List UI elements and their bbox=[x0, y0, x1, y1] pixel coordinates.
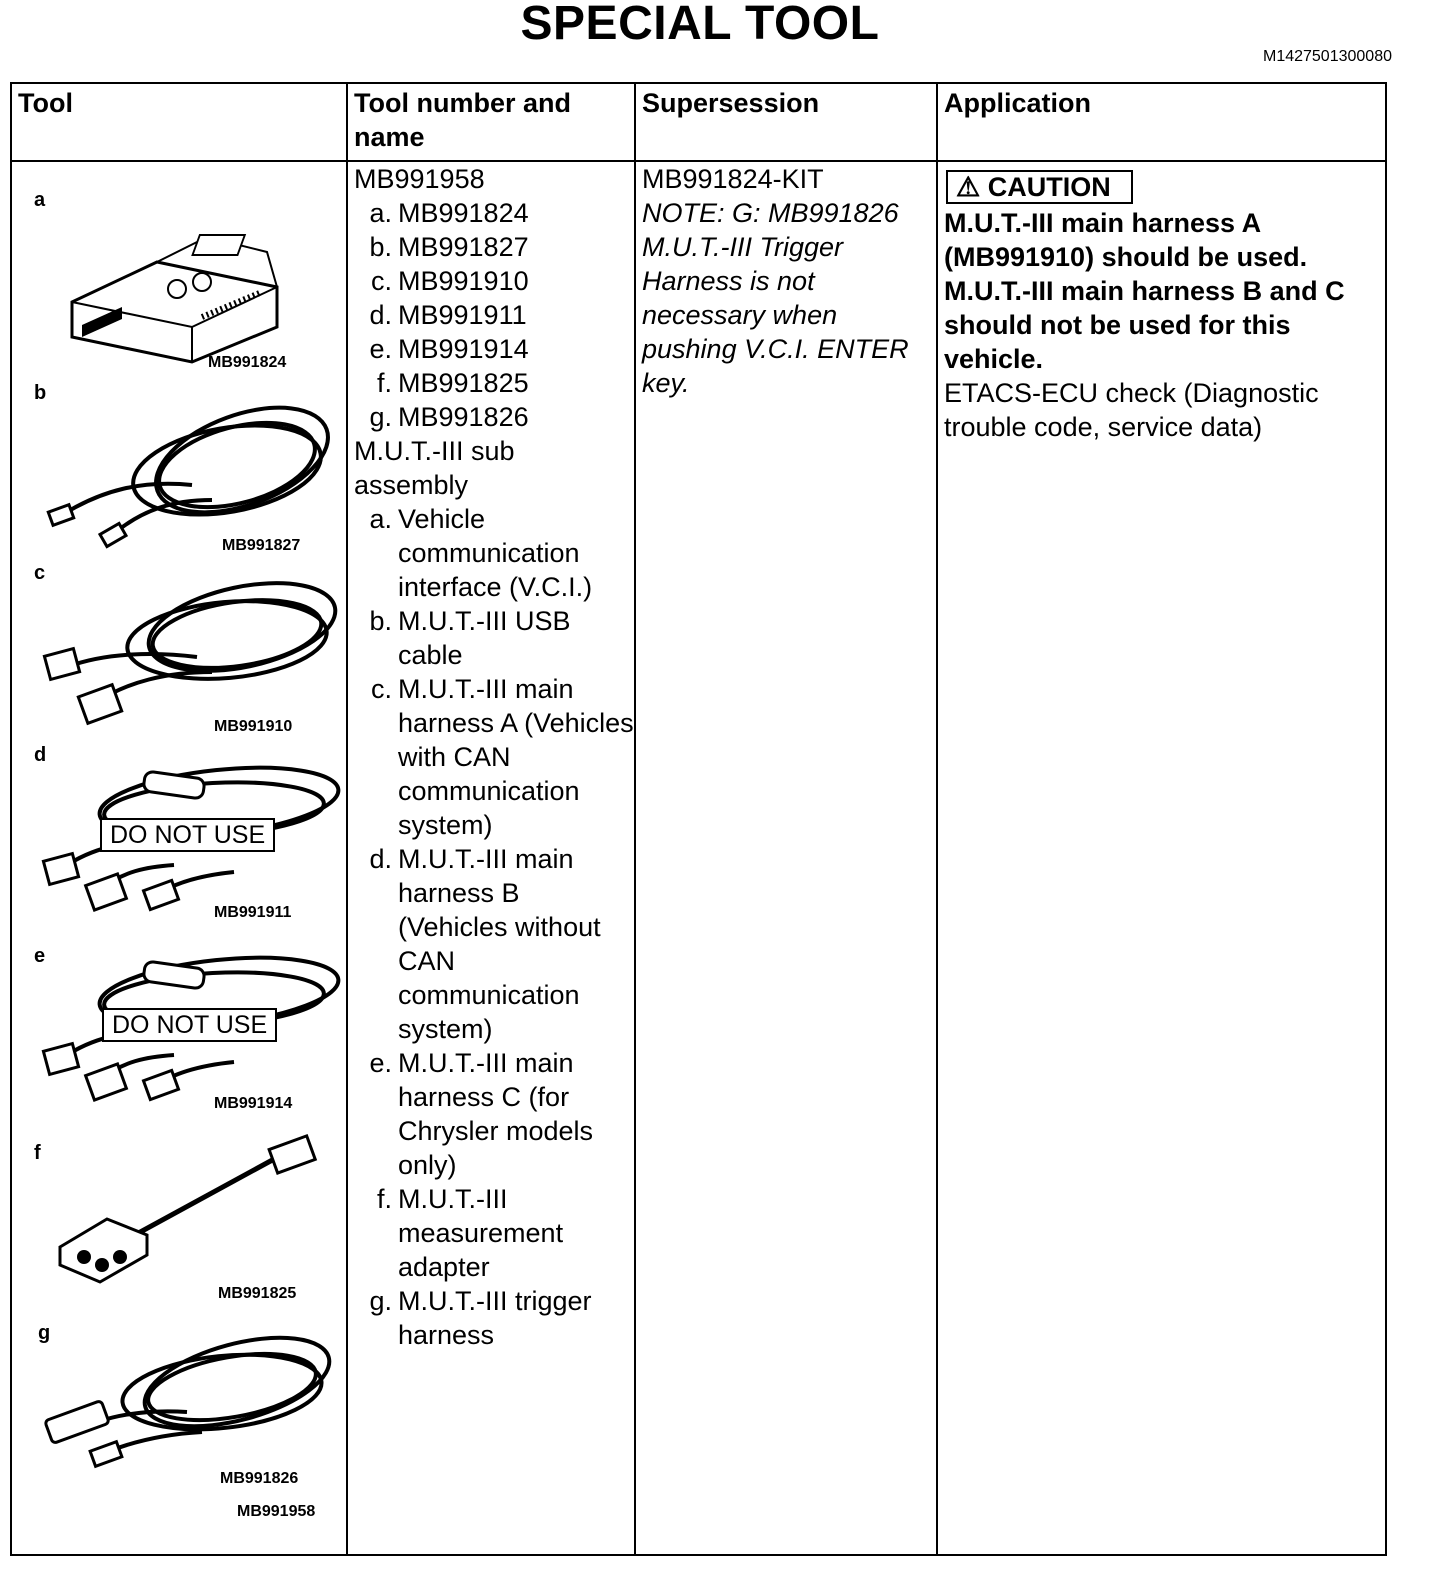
column-header-application: Application bbox=[937, 83, 1386, 161]
tool-illustrations-cell bbox=[11, 161, 347, 1555]
tool-letter-f: f bbox=[34, 1142, 41, 1164]
sub-assembly-title: M.U.T.-III sub assembly bbox=[354, 436, 515, 500]
caution-box bbox=[946, 170, 1133, 204]
tool-letter-g: g bbox=[38, 1322, 51, 1344]
list-item: c. M.U.T.-III main harness A (Vehicles with CAN communication system) bbox=[370, 674, 634, 840]
supersession-cell bbox=[635, 161, 937, 1555]
supersession-value: MB991824-KIT bbox=[642, 164, 824, 194]
warning-triangle-icon: ⚠ bbox=[956, 172, 981, 202]
tool-part-number: MB991826 bbox=[220, 1470, 299, 1487]
list-item: a. MB991824 bbox=[369, 198, 529, 228]
column-header-tool-number-name: Tool number and name bbox=[347, 83, 635, 161]
list-item: f. M.U.T.-III measurement adapter bbox=[376, 1184, 564, 1282]
list-item: a. Vehicle communication interface (V.C.I.) bbox=[369, 504, 593, 602]
vci-device-illustration bbox=[62, 207, 292, 362]
list-item: e. M.U.T.-III main harness C (for Chrysler models only) bbox=[369, 1048, 594, 1180]
do-not-use-label: DO NOT USE bbox=[102, 1008, 277, 1042]
caution-label: CAUTION bbox=[987, 172, 1111, 202]
tool-letter-c: c bbox=[34, 562, 46, 584]
tool-part-number: MB991825 bbox=[218, 1285, 297, 1302]
list-item: g. M.U.T.-III trigger harness bbox=[369, 1286, 592, 1350]
tool-number-name-cell bbox=[347, 161, 635, 1555]
tool-part-number: MB991824 bbox=[208, 354, 287, 371]
list-item: d. MB991911 bbox=[369, 300, 527, 330]
application-text: ETACS-ECU check (Diagnostic trouble code, service data) bbox=[944, 378, 1319, 442]
names-list bbox=[354, 502, 634, 1352]
list-item: g. MB991826 bbox=[369, 402, 529, 432]
tool-letter-b: b bbox=[34, 382, 47, 404]
list-item: d. M.U.T.-III main harness B (Vehicles without CAN communication system) bbox=[369, 844, 601, 1044]
kit-number: MB991958 bbox=[354, 164, 485, 194]
application-cell bbox=[937, 161, 1386, 1555]
tool-part-number: MB991911 bbox=[214, 904, 292, 921]
tool-part-number: MB991910 bbox=[214, 718, 293, 735]
trigger-harness-illustration bbox=[37, 1322, 342, 1472]
do-not-use-label: DO NOT USE bbox=[100, 818, 275, 852]
main-harness-a-illustration bbox=[37, 572, 342, 727]
tool-part-number: MB991914 bbox=[214, 1095, 293, 1112]
header-row bbox=[11, 83, 1386, 161]
list-item: c. MB991910 bbox=[370, 266, 529, 296]
tool-part-number: MB991827 bbox=[222, 537, 301, 554]
caution-text: M.U.T.-III main harness A (MB991910) should be used. M.U.T.-III main harness B and C should not be used for this vehicle. bbox=[944, 208, 1345, 374]
usb-cable-illustration bbox=[42, 390, 342, 540]
document-id: M1427501300080 bbox=[1262, 48, 1392, 65]
supersession-note: NOTE: G: MB991826 M.U.T.-III Trigger Harness is not necessary when pushing V.C.I. ENTER key. bbox=[642, 198, 909, 398]
list-item: e. MB991914 bbox=[369, 334, 529, 364]
tool-letter-d: d bbox=[34, 744, 47, 766]
parts-list bbox=[354, 196, 634, 434]
column-header-tool: Tool bbox=[11, 83, 347, 161]
tool-letter-a: a bbox=[34, 189, 46, 211]
list-item: f. MB991825 bbox=[376, 368, 529, 398]
list-item: b. MB991827 bbox=[369, 232, 529, 262]
table-row bbox=[11, 161, 1386, 1555]
column-header-supersession: Supersession bbox=[635, 83, 937, 161]
special-tool-table bbox=[10, 82, 1387, 1556]
kit-part-number: MB991958 bbox=[237, 1503, 316, 1520]
list-item: b. M.U.T.-III USB cable bbox=[369, 606, 571, 670]
measurement-adapter-illustration bbox=[52, 1137, 332, 1287]
tool-letter-e: e bbox=[34, 945, 46, 967]
page-title: SPECIAL TOOL bbox=[520, 0, 880, 50]
